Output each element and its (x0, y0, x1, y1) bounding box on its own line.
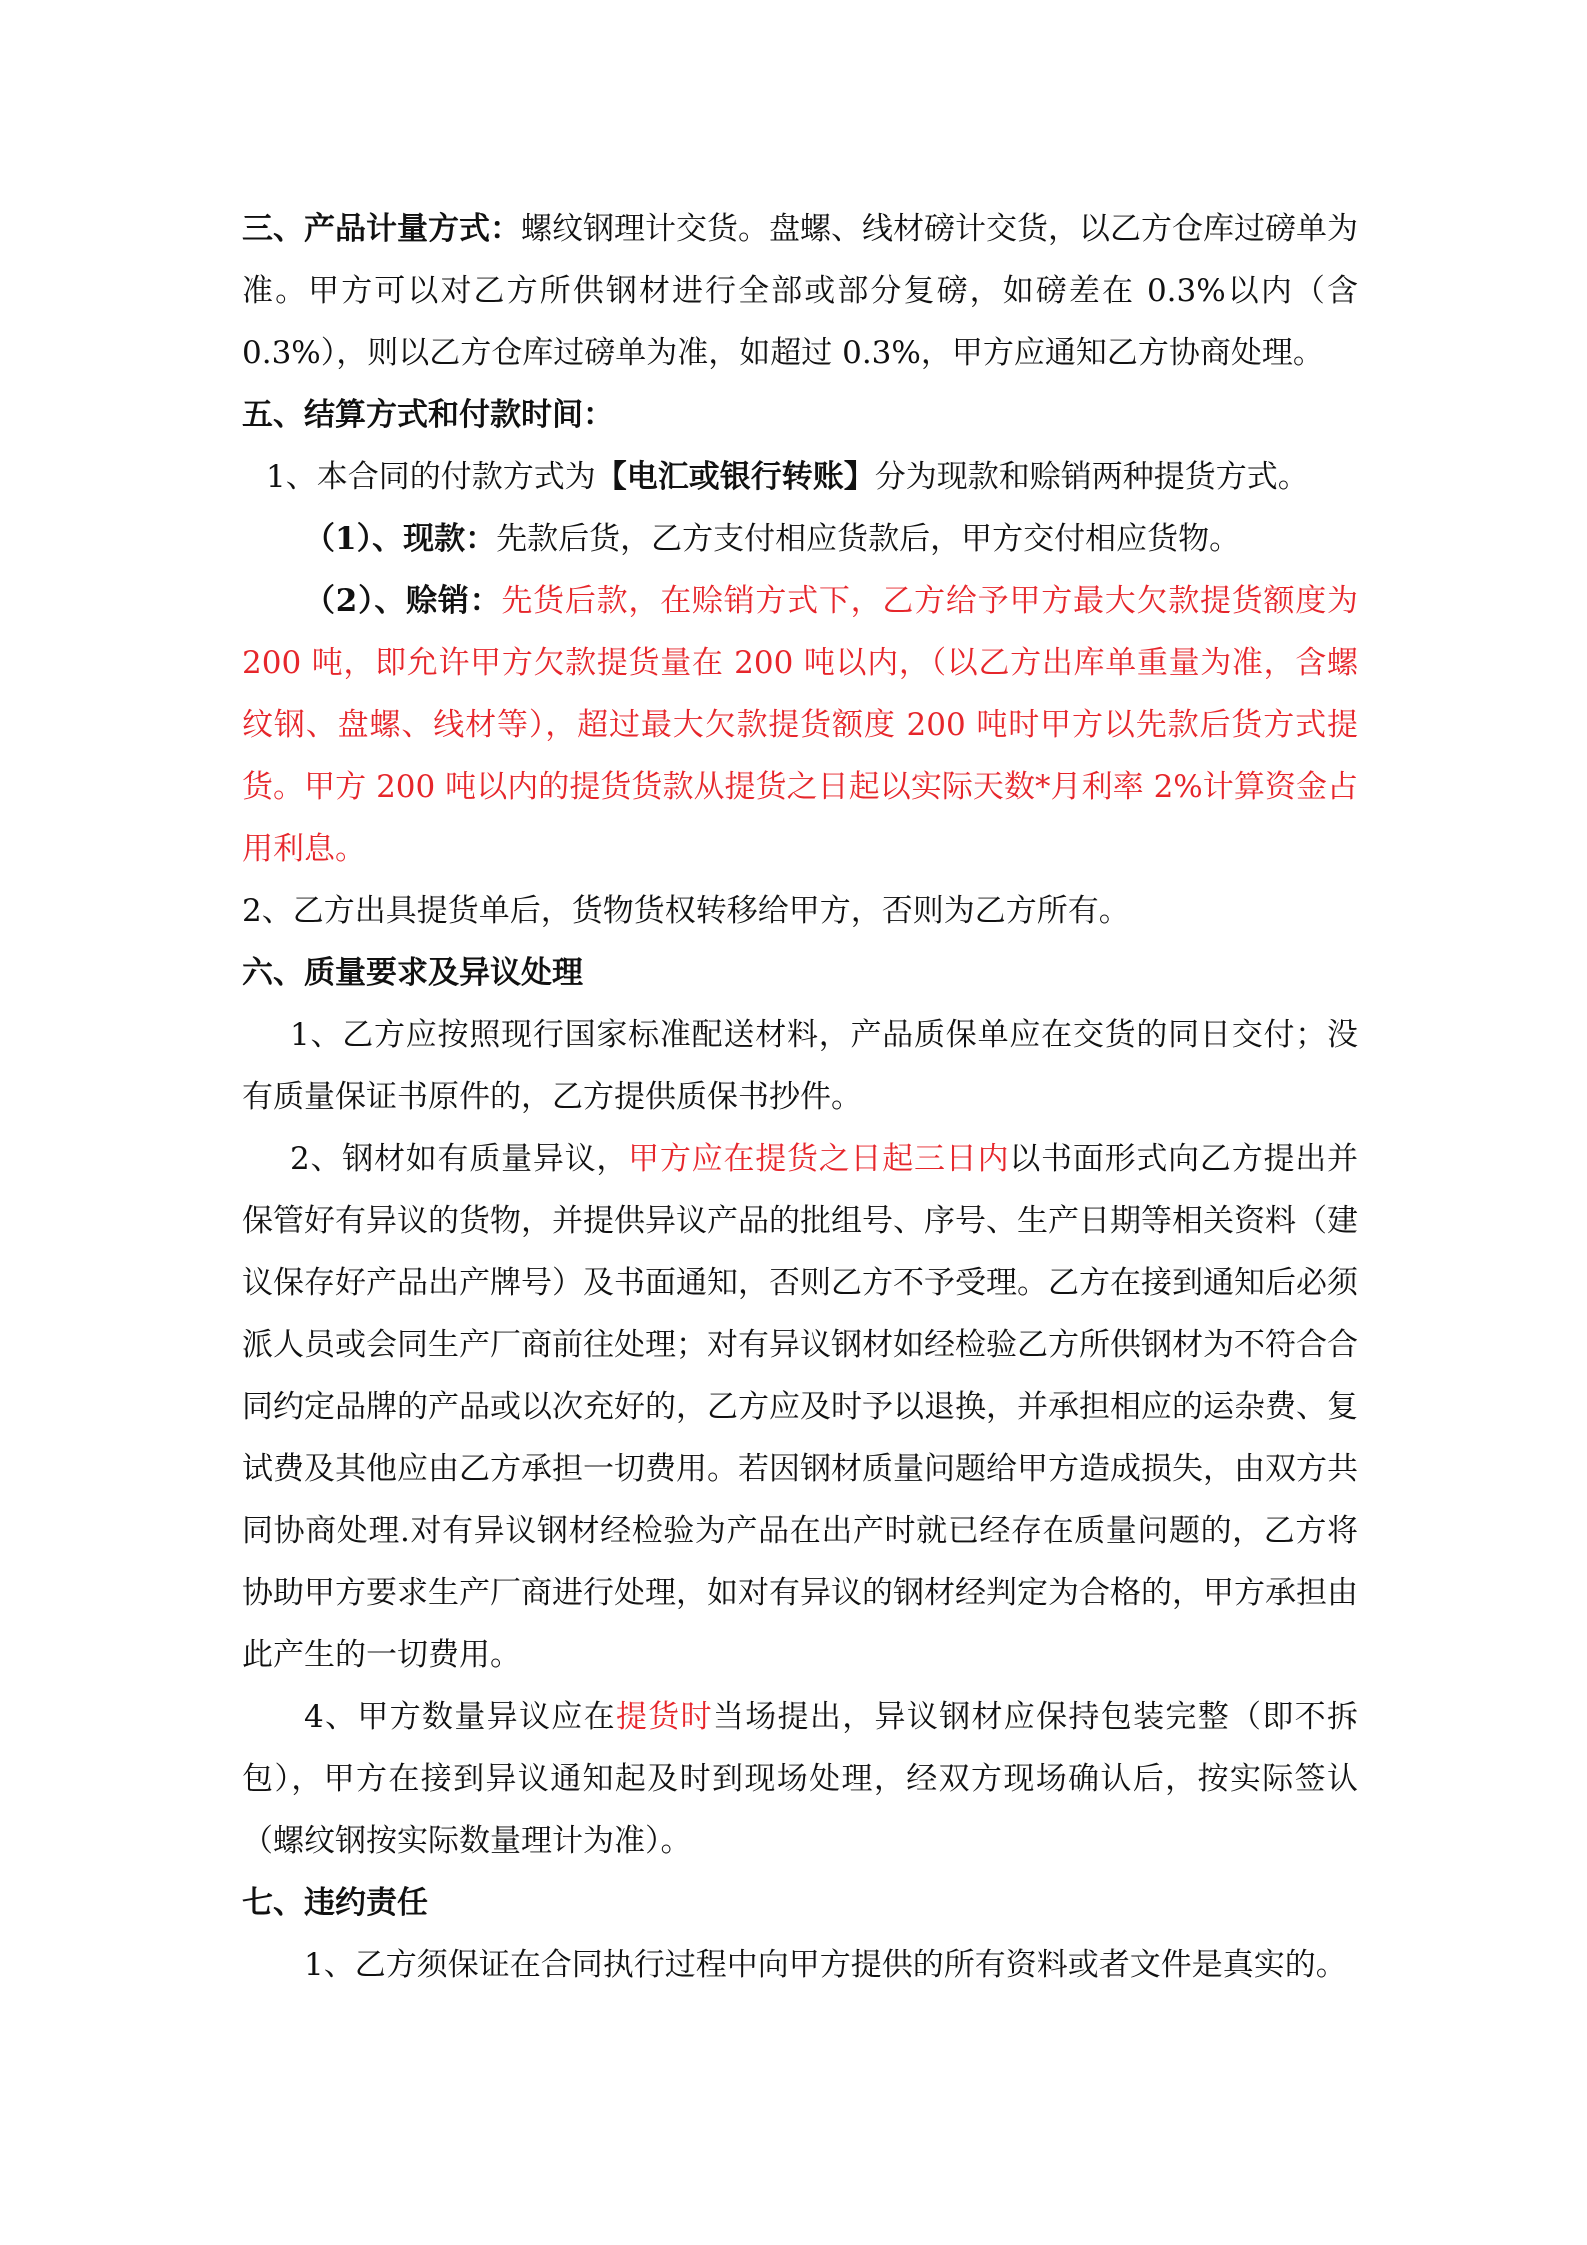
section6-item4-suffix: 当场提出，异议钢材应保持包装完整（即不拆包），甲方在接到异议通知起及时到现场处理，经双方现场确认后，按实际签认（螺纹钢按实际数量理计为准）。 (242, 1699, 1358, 1859)
section3-heading: 三、产品计量方式： (242, 211, 521, 247)
section5-credit-item (242, 570, 1358, 880)
section6-item1: 1、乙方应按照现行国家标准配送材料，产品质保单应在交货的同日交付；没有质量保证书原件的，乙方提供质保书抄件。 (242, 1017, 1358, 1115)
section3-text: 螺纹钢理计交货。盘螺、线材磅计交货，以乙方仓库过磅单为准。甲方可以对乙方所供钢材进行全部或部分复磅，如磅差在 0.3%以内（含 0.3%），则以乙方仓库过磅单为准，如超过 0.3%，甲方应通知乙方协商处理。 (242, 211, 1358, 371)
section6-item2-prefix: 2、钢材如有质量异议， (290, 1141, 629, 1177)
section5-item2: 2、乙方出具提货单后，货物货权转移给甲方，否则为乙方所有。 (242, 893, 1130, 929)
credit-label: （2）、赊销： (304, 583, 502, 619)
section6-item4-prefix: 4、甲方数量异议应在 (304, 1699, 616, 1735)
section5-item1 (242, 446, 1358, 508)
section5-payment-method: 【电汇或银行转账】 (595, 459, 875, 495)
section6-item4 (242, 1686, 1358, 1872)
contract-body (242, 198, 1358, 1996)
section5-cash-item (242, 508, 1358, 570)
section5-item1-suffix: 分为现款和赊销两种提货方式。 (874, 459, 1309, 495)
section7-heading: 七、违约责任 (242, 1885, 428, 1921)
section3-paragraph (242, 198, 1358, 384)
section6-item2-deadline: 甲方应在提货之日起三日内 (628, 1141, 1010, 1177)
section6-item2 (242, 1128, 1358, 1686)
cash-label: （1）、现款： (304, 521, 497, 557)
section7-item1: 1、乙方须保证在合同执行过程中向甲方提供的所有资料或者文件是真实的。 (304, 1947, 1347, 1983)
section5-heading: 五、结算方式和付款时间： (242, 397, 614, 433)
section6-item4-timing: 提货时 (615, 1699, 713, 1735)
section6-item2-suffix: 以书面形式向乙方提出并保管好有异议的货物，并提供异议产品的批组号、序号、生产日期等相关资料（建议保存好产品出产牌号）及书面通知，否则乙方不予受理。乙方在接到通知后必须派人员或会同生产厂商前往处理；对有异议钢材如经检验乙方所供钢材为不符合合同约定品牌的产品或以次充好的，乙方应及时予以退换，并承担相应的运杂费、复试费及其他应由乙方承担一切费用。若因钢材质量问题给甲方造成损失，由双方共同协商处理.对有异议钢材经检验为产品在出产时就已经存在质量问题的，乙方将协助甲方要求生产厂商进行处理，如对有异议的钢材经判定为合格的，甲方承担由此产生的一切费用。 (242, 1141, 1358, 1673)
credit-text: 先货后款，在赊销方式下，乙方给予甲方最大欠款提货额度为 200 吨，即允许甲方欠款提货量在 200 吨以内，（以乙方出库单重量为准，含螺纹钢、盘螺、线材等），超过最大欠款提货额度 200 吨时甲方以先款后货方式提货。甲方 200 吨以内的提货货款从提货之日起以实际天数*月利率 2%计算资金占用利息。 (242, 583, 1358, 867)
section6-heading: 六、质量要求及异议处理 (242, 955, 583, 991)
cash-text: 先款后货，乙方支付相应货款后，甲方交付相应货物。 (496, 521, 1241, 557)
section5-item1-prefix: 1、本合同的付款方式为 (266, 459, 596, 495)
